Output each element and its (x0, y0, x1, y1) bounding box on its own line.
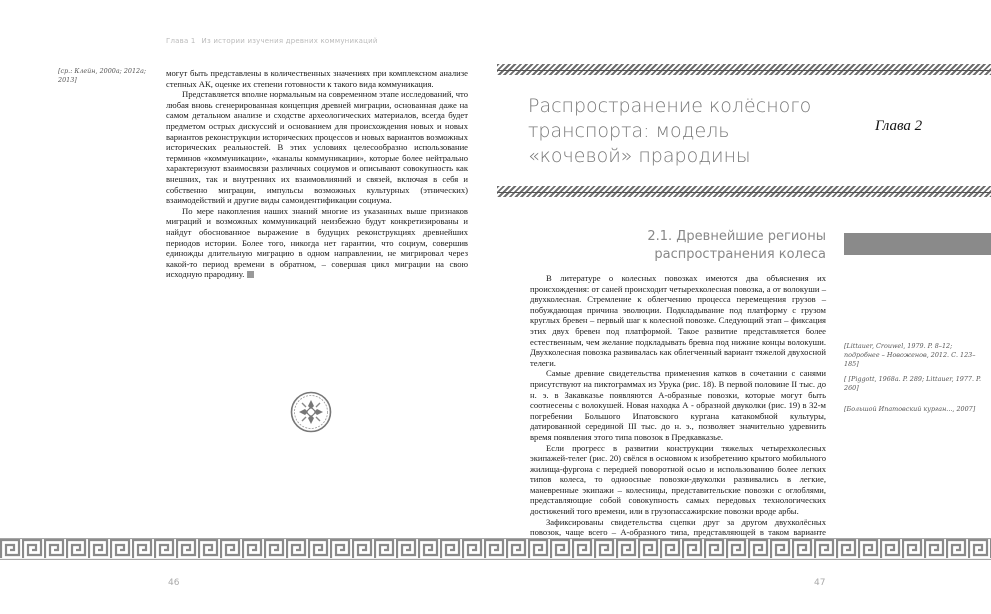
right-paragraph: Самые древние свидетельства применения катков в сочетании с санями присутствуют на пиктограммах из Урука (рис. 18). В первой половине II тыс. до н. э. в Закавказье появляются А-образные повозки, которые могут быть соотнесены с волокушей. Новая находка А - образной двуколки (рис. 19) в 32-м погребении Большого Ипатовского кургана катакомбной культуры, датированной серединой III тыс. до н. э., позволяет значительно удревнить время появления этого типа повозок в Предкавказье. (530, 368, 826, 442)
left-body-text (166, 68, 468, 280)
chapter-tag: Глава 2 (875, 118, 923, 134)
right-margin-citation: [Большой Ипатовский курган..., 2007] (844, 405, 976, 413)
left-margin-citation: [ср.: Клейн, 2000а; 2012а; 2013] (58, 67, 147, 84)
left-paragraph: Представляется вполне нормальным на современном этапе исследований, что любая вновь сгенерированная концепция древней миграции, основанная даже на самом детальном анализе и сходстве археологических материалов, всегда будет предметом острых дискуссий и основанием для происхождения новых и новых вариантов реконструкции исторических процессов и новых вариантов возможных исторических реальностей. В этих условиях целесообразно использование терминов «коммуникации», «каналы коммуникации», которые более нейтрально характеризуют взаимосвязи различных социумов и описывают совокупность как внешних, так и внутренних их взаимовлияний и связей, включая в себя и собственно миграции, импульсы возможных культурных (этнических) взаимодействий и другие виды самоидентификации социума. (166, 89, 468, 206)
page-title: Распространение колёсного транспорта: модель «кочевой» прародины (528, 95, 812, 167)
right-paragraph: Зафиксированы свидетельства сцепки друг за другом двухколёсных повозок, чаще всего – А-образного типа, представляющей в таком варианте (530, 516, 826, 538)
top-ornament-band (497, 64, 991, 75)
page-number-left: 46 (168, 578, 180, 588)
page-number-right: 47 (814, 578, 826, 588)
emblem-icon (290, 391, 332, 433)
end-of-text-mark (247, 271, 254, 278)
section-title: 2.1. Древнейшие регионы распространения колеса (647, 229, 826, 262)
right-margin-citation: [ [Piggott, 1968a. P. 289; Littauer, 1977. P. 260] (844, 375, 982, 392)
meander-border (0, 538, 991, 560)
section-marker-bar (844, 233, 991, 255)
running-header (166, 37, 378, 45)
left-paragraph: По мере накопления наших знаний многие из указанных выше признаков миграций и возможных коммуникаций неизбежно будут конкретизированы и найдут обоснованное выражение в будущих реконструкциях древнейших периодов истории. Более того, никогда нет гарантии, что социум, совершив единожды длительную миграцию в одном направлении, не мигрировал через какой-то период времени в обратном, – совершая цикл миграции на свою исходную прародину. (166, 205, 468, 280)
header-chapter-label: Глава 1 (166, 37, 196, 45)
right-body-text (530, 273, 826, 548)
right-paragraph: В литературе о колесных повозках имеются два объяснения их происхождения: от саней происходит четырехколесная повозка, а от волокуши – двухколесная. Стремление к облегчению процесса перемещения грузов – побуждающая причина эволюции. Подкладывание под платформу с грузом круглых бревен – первый шаг к колесной повозке. Следующий этап – фиксация этих двух бревен под платформой. Такое развитие представляется более естественным, чем желание подкладывать бревна под нижние концы волокуши. Двухколесная повозка развивалась как облегченный вариант тяжелой двухосной телеги. (530, 273, 826, 368)
left-paragraph: могут быть представлены в количественных значениях при комплексном анализе степных АК, оценке их степени готовности к такого вида коммуникация. (166, 68, 468, 89)
right-margin-citation: [Littauer, Crouwel, 1979. P. 8–12; подробнее – Новоженов, 2012. С. 123–185] (844, 342, 976, 368)
header-chapter-subtitle: Из истории изучения древних коммуникаций (201, 37, 378, 45)
bottom-ornament-band (497, 186, 991, 197)
right-paragraph: Если прогресс в развитии конструкции тяжелых четырехколесных экипажей-телег (рис. 20) свёлся в основном к изобретению крытого мобильного жилища-фургона с передней поворотной осью и использованию более легких типов колеса, то одноосные повозки-двуколки развивались в легкие, маневренные экипажи – колесницы, представительские повозки с оглоблями, представляющие собой совокупность самых передовых технологических достижений того времени, или в грузопассажирские повозки вроде арбы. (530, 442, 826, 517)
